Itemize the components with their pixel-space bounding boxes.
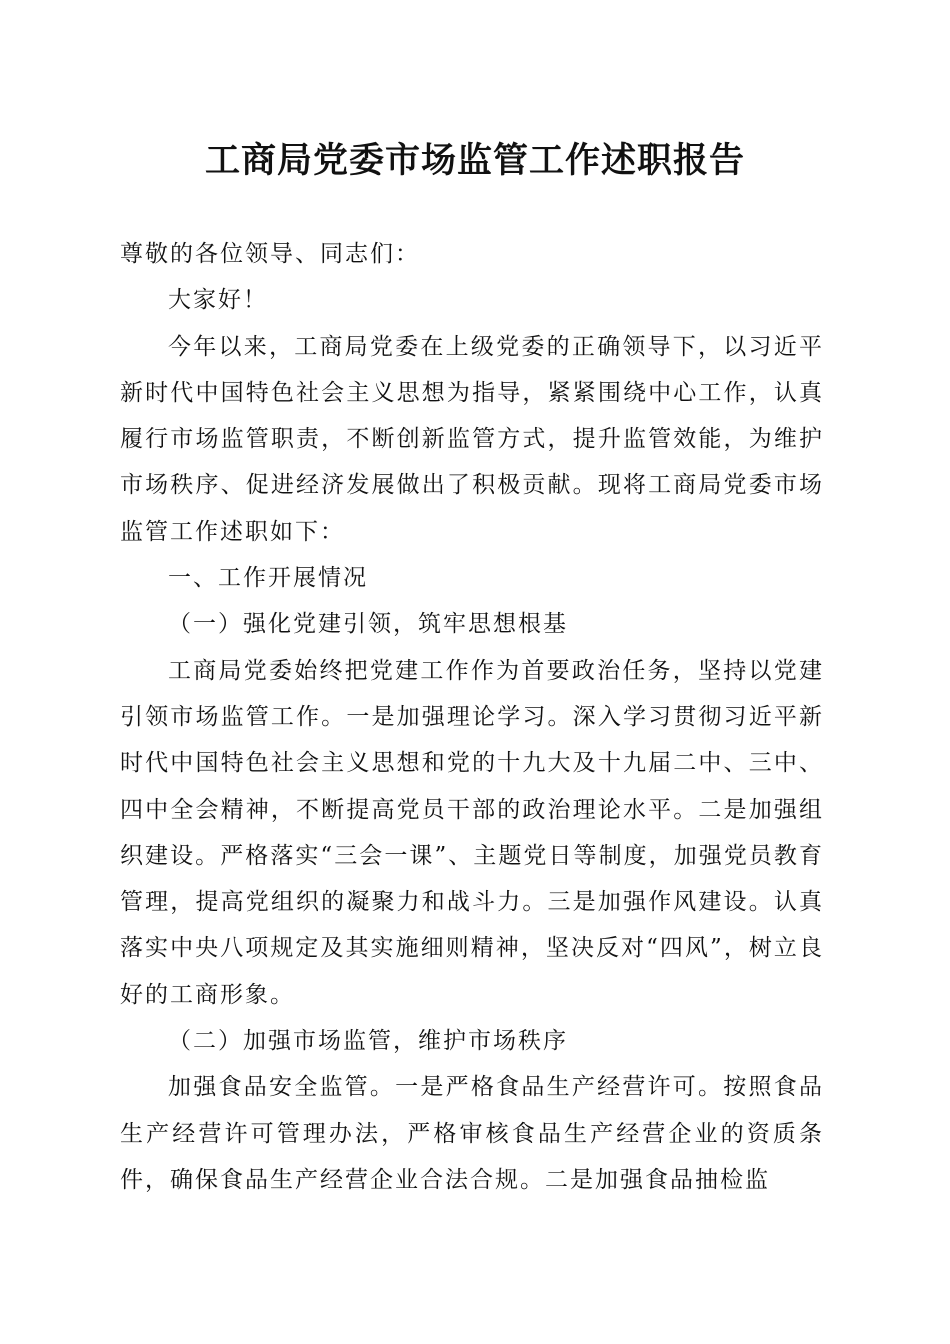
subsection-heading-1: （一）强化党建引领，筑牢思想根基	[168, 611, 568, 638]
subsection-1-paragraph: 工商局党委始终把党建工作作为首要政治任务，坚持以党建引领市场监管工作。一是加强理论学习。深入学习贯彻习近平新时代中国特色社会主义思想和党的十九大及十九届二中、三中、四中全会精神，不断提高党员干部的政治理论水平。二是加强组织建设。严格落实“三会一课”、主题党日等制度，加强党员教育管理，提高党组织的凝聚力和战斗力。三是加强作风建设。认真落实中央八项规定及其实施细则精神，坚决反对“四风”，树立良好的工商形象。	[120, 657, 824, 1008]
document-title: 工商局党委市场监管工作述职报告	[204, 140, 745, 181]
subsection-2-paragraph: 加强食品安全监管。一是严格食品生产经营许可。按照食品生产经营许可管理办法，严格审核食品生产经营企业的资质条件，确保食品生产经营企业合法合规。二是加强食品抽检监	[120, 1074, 824, 1193]
subsection-heading-2: （二）加强市场监管，维护市场秩序	[168, 1028, 568, 1055]
salutation: 尊敬的各位领导、同志们：	[120, 241, 420, 267]
greeting: 大家好！	[168, 287, 268, 314]
document-body	[120, 231, 824, 1203]
intro-paragraph: 今年以来，工商局党委在上级党委的正确领导下，以习近平新时代中国特色社会主义思想为指导，紧紧围绕中心工作，认真履行市场监管职责，不断创新监管方式，提升监管效能，为维护市场秩序、促进经济发展做出了积极贡献。现将工商局党委市场监管工作述职如下：	[120, 333, 824, 545]
section-heading-1: 一、工作开展情况	[168, 565, 368, 592]
